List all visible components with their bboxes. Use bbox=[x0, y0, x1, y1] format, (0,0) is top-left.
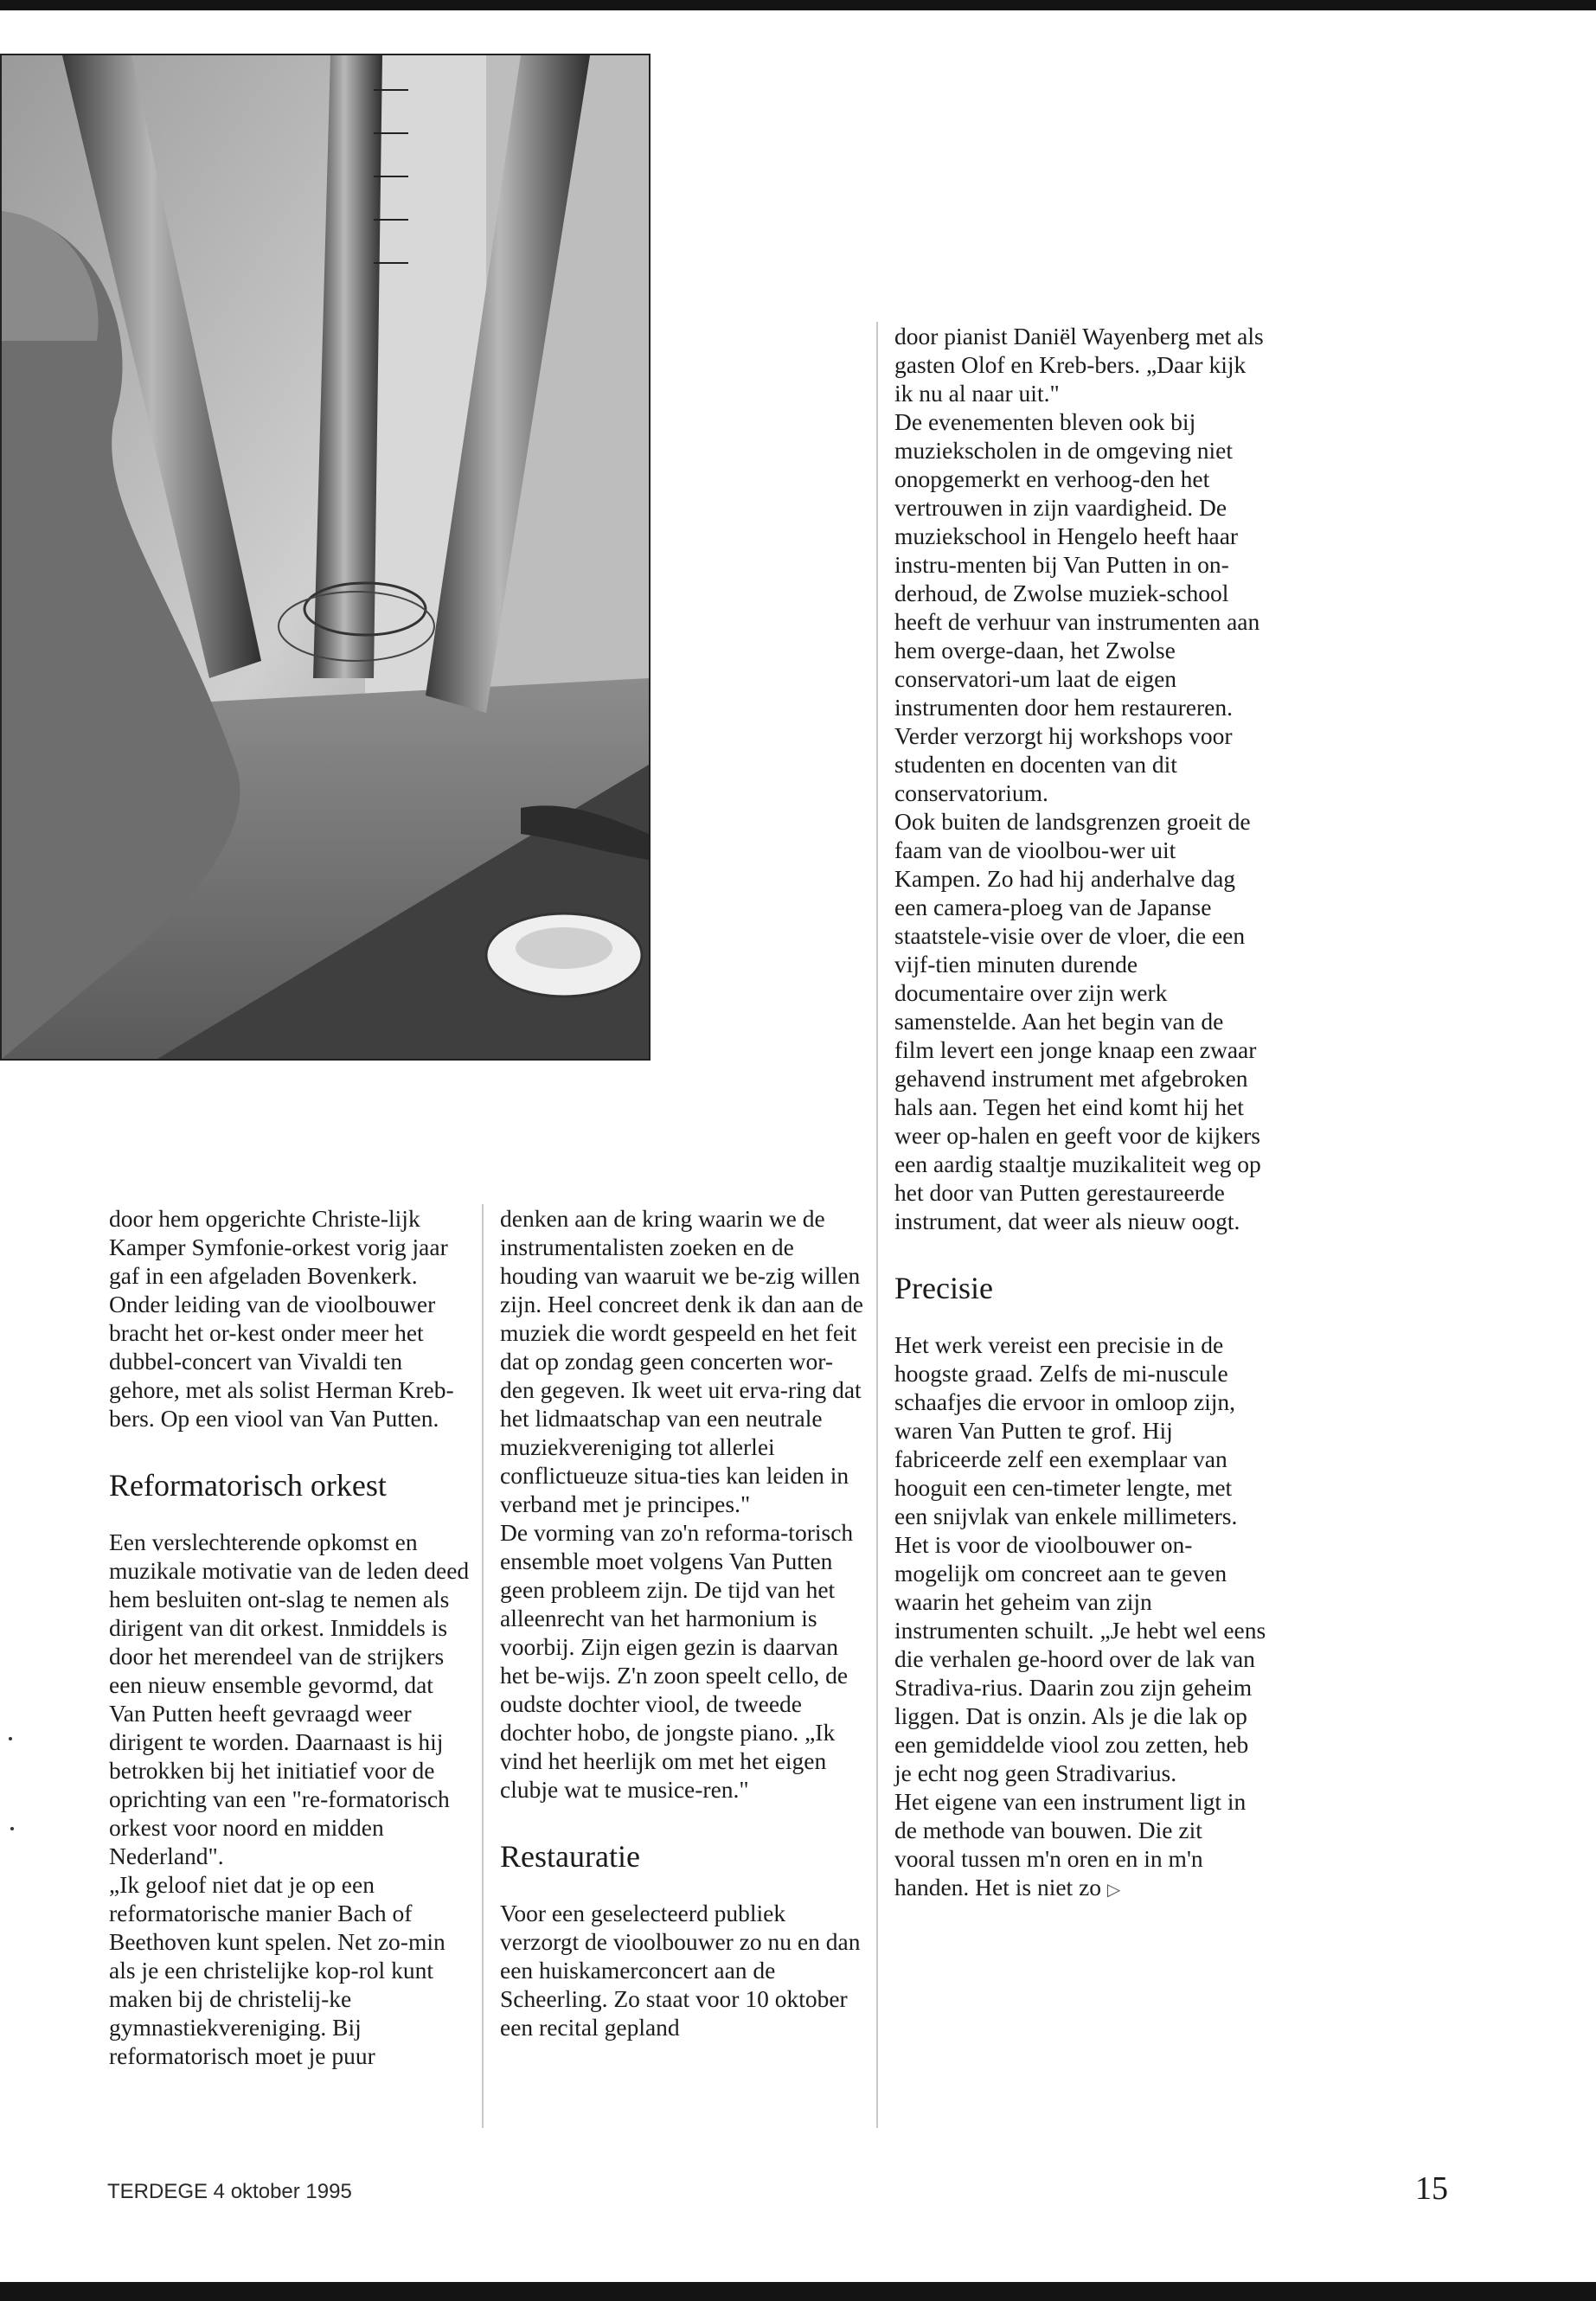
column-rule-2 bbox=[876, 322, 878, 2128]
column3-paragraph-2: De evenementen bleven ook bij muziekscholen in de omgeving niet onopgemerkt en verhoog-den het vertrouwen in zijn vaardigheid. De muziekschool in Hengelo heeft haar instru-menten bij Van Putten in on-derhoud, de Zwolse muziek-school heeft de verhuur van instrumenten aan hem overge-daan, het Zwolse conservatori-um laat de eigen instrumenten door hem restaureren. Verder verzorgt hij workshops voor studenten en docenten van dit conservatorium. bbox=[894, 408, 1260, 806]
column1-paragraph-2: „Ik geloof niet dat je op een reformatorische manier Bach of Beethoven kunt spelen. Net zo-min als je een christelijke kop-rol kunt maken bij de christelij-ke gymnastiekvereniging. Bij reformatorisch moet je puur bbox=[109, 1871, 445, 2069]
scan-bottom-edge bbox=[0, 2282, 1596, 2301]
column3-paragraph-6 bbox=[894, 1787, 1266, 1905]
scan-top-edge bbox=[0, 0, 1596, 10]
page-number: 15 bbox=[1415, 2170, 1448, 2207]
heading-precisie: Precisie bbox=[894, 1271, 993, 1305]
column2-paragraph-2: De vorming van zo'n reforma-torisch ensemble moet volgens Van Putten geen probleem zijn. De tijd van het alleenrecht van het harmonium is voorbij. Zijn eigen gezin is daarvan het be-wijs. Z'n zoon speelt cello, de oudste dochter viool, de tweede dochter hobo, de jongste piano. „Ik vind het heerlijk om met het eigen clubje wat te musice-ren." bbox=[500, 1519, 854, 1803]
column3-paragraph-1: door pianist Daniël Wayenberg met als gasten Olof en Kreb-bers. „Daar kijk ik nu al naar uit." bbox=[894, 323, 1264, 407]
column1-intro: door hem opgerichte Christe-lijk Kamper Symfonie-orkest vorig jaar gaf in een afgeladen Bovenkerk. Onder leiding van de vioolbouwer bracht het or-kest onder meer het dubbel-concert van Vivaldi ten gehore, met als solist Herman Kreb-bers. Op een viool van Van Putten. bbox=[109, 1205, 454, 1432]
scan-speck bbox=[9, 1737, 12, 1740]
column1-paragraph-1: Een verslechterende opkomst en muzikale motivatie van de leden deed hem besluiten ont-slag te nemen als dirigent van dit orkest. Inmiddels is door het merendeel van de strijkers een nieuw ensemble gevormd, dat Van Putten heeft gevraagd weer dirigent te worden. Daarnaast is hij betrokken bij het initiatief voor de oprichting van een "re-formatorisch orkest voor noord en midden Nederland". bbox=[109, 1529, 470, 1869]
column2-paragraph-3: Voor een geselecteerd publiek verzorgt de vioolbouwer zo nu en dan een huiskamerconcert aan de Scheerling. Zo staat voor 10 oktober een recital gepland bbox=[500, 1900, 861, 2041]
column3-paragraph-4: Het werk vereist een precisie in de hoogste graad. Zelfs de mi-nuscule schaafjes die ervoor in omloop zijn, waren Van Putten te grof. Hij fabriceerde zelf een exemplaar van hooguit een cen-timeter lengte, met een snijvlak van enkele millimeters. bbox=[894, 1331, 1238, 1529]
article-column-2 bbox=[500, 1204, 867, 2041]
heading-restauratie: Restauratie bbox=[500, 1839, 640, 1874]
continue-arrow-icon: ▷ bbox=[1106, 1881, 1121, 1900]
column3-paragraph-6-text: Het eigene van een instrument ligt in de methode van bouwen. Die zit vooral tussen m'n oren en in m'n handen. Het is niet zo bbox=[894, 1788, 1247, 1900]
column-rule-1 bbox=[482, 1204, 484, 2128]
workshop-photo-drawing bbox=[2, 55, 649, 1059]
column2-paragraph-1: denken aan de kring waarin we de instrumentalisten zoeken en de houding van waaruit we be-zig willen zijn. Heel concreet denk ik dan aan de muziek die wordt gespeeld en het feit dat op zondag geen concerten wor-den gegeven. Ik weet uit erva-ring dat het lidmaatschap van een neutrale muziekvereniging tot allerlei conflictueuze situa-ties kan leiden in verband met je principes." bbox=[500, 1205, 863, 1517]
heading-reformatorisch-orkest: Reformatorisch orkest bbox=[109, 1468, 387, 1503]
publication-footer: TERDEGE 4 oktober 1995 bbox=[107, 2180, 352, 2203]
column3-paragraph-3: Ook buiten de landsgrenzen groeit de faam van de vioolbou-wer uit Kampen. Zo had hij anderhalve dag een camera-ploeg van de Japanse staatstele-visie over de vloer, die een vijf-tien minuten durende documentaire over zijn werk samenstelde. Aan het begin van de film levert een jonge knaap een zwaar gehavend instrument met afgebroken hals aan. Tegen het eind komt hij het weer op-halen en geeft voor de kijkers een aardig staaltje muzikaliteit weg op het door van Putten gerestaureerde instrument, dat weer als nieuw oogt. bbox=[894, 808, 1261, 1234]
workshop-photo bbox=[0, 54, 651, 1061]
scan-speck bbox=[10, 1827, 14, 1830]
column3-paragraph-5: Het is voor de vioolbouwer on-mogelijk om concreet aan te geven waarin het geheim van zijn instrumenten schuilt. „Je hebt wel eens die verhalen ge-hoord over de lak van Stradiva-rius. Daarin zou zijn geheim liggen. Dat is onzin. Als je die lak op een gemiddelde viool zou zetten, heb je echt nog geen Stradivarius. bbox=[894, 1531, 1266, 1786]
article-column-3 bbox=[894, 322, 1266, 1905]
article-column-1 bbox=[109, 1204, 472, 2070]
